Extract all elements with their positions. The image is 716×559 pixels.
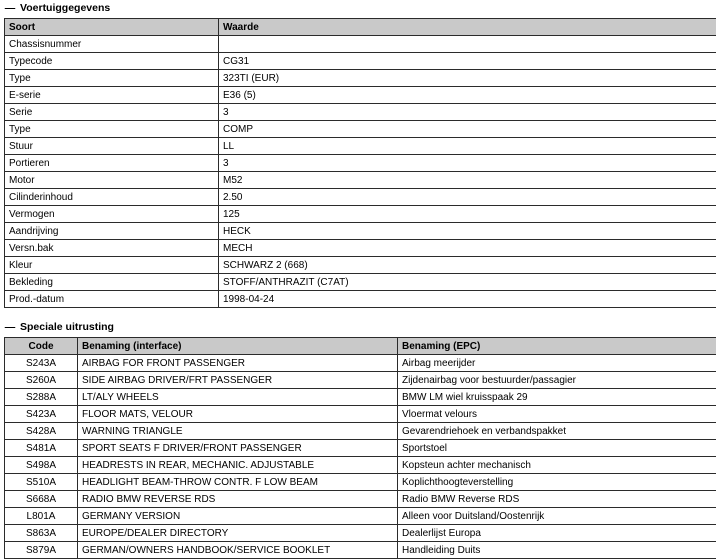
row-value: LL	[219, 138, 716, 155]
row-label: Typecode	[5, 53, 219, 70]
table-row	[5, 291, 716, 308]
option-code: S423A	[5, 406, 78, 423]
table-row	[5, 104, 716, 121]
option-name-interface: SIDE AIRBAG DRIVER/FRT PASSENGER	[78, 372, 398, 389]
vehicle-data-table	[4, 18, 716, 308]
row-value: 3	[219, 155, 716, 172]
equipment-section-header[interactable]	[0, 319, 114, 335]
column-header-soort[interactable]: Soort	[5, 19, 219, 36]
row-value: 323TI (EUR)	[219, 70, 716, 87]
row-label: E-serie	[5, 87, 219, 104]
row-value: COMP	[219, 121, 716, 138]
option-name-epc: BMW LM wiel kruisspaak 29	[398, 389, 716, 406]
option-code: S481A	[5, 440, 78, 457]
row-label: Chassisnummer	[5, 36, 219, 53]
row-value: SCHWARZ 2 (668)	[219, 257, 716, 274]
table-row	[5, 423, 716, 440]
row-label: Bekleding	[5, 274, 219, 291]
option-code: S510A	[5, 474, 78, 491]
table-row	[5, 457, 716, 474]
option-name-interface: WARNING TRIANGLE	[78, 423, 398, 440]
row-label: Serie	[5, 104, 219, 121]
row-label: Type	[5, 70, 219, 87]
table-row	[5, 406, 716, 423]
table-row	[5, 355, 716, 372]
row-value: 1998-04-24	[219, 291, 716, 308]
option-name-interface: AIRBAG FOR FRONT PASSENGER	[78, 355, 398, 372]
option-name-epc: Radio BMW Reverse RDS	[398, 491, 716, 508]
option-name-interface: RADIO BMW REVERSE RDS	[78, 491, 398, 508]
vehicle-section-header[interactable]	[0, 0, 110, 16]
table-row	[5, 172, 716, 189]
column-header-code[interactable]: Code	[5, 338, 78, 355]
option-name-epc: Zijdenairbag voor bestuurder/passagier	[398, 372, 716, 389]
row-label: Vermogen	[5, 206, 219, 223]
option-name-interface: GERMANY VERSION	[78, 508, 398, 525]
row-label: Versn.bak	[5, 240, 219, 257]
row-value	[219, 36, 716, 53]
option-name-interface: HEADRESTS IN REAR, MECHANIC. ADJUSTABLE	[78, 457, 398, 474]
option-code: S288A	[5, 389, 78, 406]
option-code: S260A	[5, 372, 78, 389]
table-row	[5, 372, 716, 389]
equipment-table-header-row	[5, 338, 716, 355]
option-name-interface: LT/ALY WHEELS	[78, 389, 398, 406]
option-name-interface: EUROPE/DEALER DIRECTORY	[78, 525, 398, 542]
table-row	[5, 542, 716, 559]
row-value: MECH	[219, 240, 716, 257]
row-value: HECK	[219, 223, 716, 240]
table-row	[5, 121, 716, 138]
row-value: CG31	[219, 53, 716, 70]
option-name-interface: HEADLIGHT BEAM-THROW CONTR. F LOW BEAM	[78, 474, 398, 491]
table-row	[5, 155, 716, 172]
row-value: 2.50	[219, 189, 716, 206]
collapse-icon[interactable]: —	[0, 319, 20, 335]
option-code: S428A	[5, 423, 78, 440]
table-row	[5, 240, 716, 257]
row-value: STOFF/ANTHRAZIT (C7AT)	[219, 274, 716, 291]
table-row	[5, 474, 716, 491]
row-label: Portieren	[5, 155, 219, 172]
table-row	[5, 389, 716, 406]
table-row	[5, 53, 716, 70]
option-name-interface: SPORT SEATS F DRIVER/FRONT PASSENGER	[78, 440, 398, 457]
table-row	[5, 138, 716, 155]
option-name-epc: Vloermat velours	[398, 406, 716, 423]
table-row	[5, 525, 716, 542]
table-row	[5, 257, 716, 274]
row-label: Prod.-datum	[5, 291, 219, 308]
row-label: Cilinderinhoud	[5, 189, 219, 206]
table-row	[5, 508, 716, 525]
vehicle-table-header-row	[5, 19, 716, 36]
option-name-epc: Koplichthoogteverstelling	[398, 474, 716, 491]
equipment-table	[4, 337, 716, 559]
column-header-interface[interactable]: Benaming (interface)	[78, 338, 398, 355]
row-value: 3	[219, 104, 716, 121]
option-code: S668A	[5, 491, 78, 508]
row-label: Aandrijving	[5, 223, 219, 240]
table-row	[5, 223, 716, 240]
row-value: E36 (5)	[219, 87, 716, 104]
option-name-epc: Handleiding Duits	[398, 542, 716, 559]
option-code: S243A	[5, 355, 78, 372]
option-name-epc: Airbag meerijder	[398, 355, 716, 372]
option-code: S863A	[5, 525, 78, 542]
column-header-waarde[interactable]: Waarde	[219, 19, 716, 36]
option-name-epc: Alleen voor Duitsland/Oostenrijk	[398, 508, 716, 525]
table-row	[5, 189, 716, 206]
row-label: Type	[5, 121, 219, 138]
option-code: L801A	[5, 508, 78, 525]
table-row	[5, 206, 716, 223]
option-name-epc: Gevarendriehoek en verbandspakket	[398, 423, 716, 440]
vehicle-section-title: Voertuiggegevens	[20, 2, 110, 14]
option-code: S879A	[5, 542, 78, 559]
option-name-epc: Kopsteun achter mechanisch	[398, 457, 716, 474]
option-name-epc: Sportstoel	[398, 440, 716, 457]
option-name-interface: FLOOR MATS, VELOUR	[78, 406, 398, 423]
table-row	[5, 70, 716, 87]
column-header-epc[interactable]: Benaming (EPC)	[398, 338, 716, 355]
row-label: Motor	[5, 172, 219, 189]
row-label: Stuur	[5, 138, 219, 155]
row-label: Kleur	[5, 257, 219, 274]
table-row	[5, 440, 716, 457]
row-value: M52	[219, 172, 716, 189]
option-name-interface: GERMAN/OWNERS HANDBOOK/SERVICE BOOKLET	[78, 542, 398, 559]
collapse-icon[interactable]: —	[0, 0, 20, 16]
option-name-epc: Dealerlijst Europa	[398, 525, 716, 542]
option-code: S498A	[5, 457, 78, 474]
table-row	[5, 491, 716, 508]
row-value: 125	[219, 206, 716, 223]
table-row	[5, 36, 716, 53]
table-row	[5, 274, 716, 291]
equipment-section-title: Speciale uitrusting	[20, 321, 114, 333]
table-row	[5, 87, 716, 104]
